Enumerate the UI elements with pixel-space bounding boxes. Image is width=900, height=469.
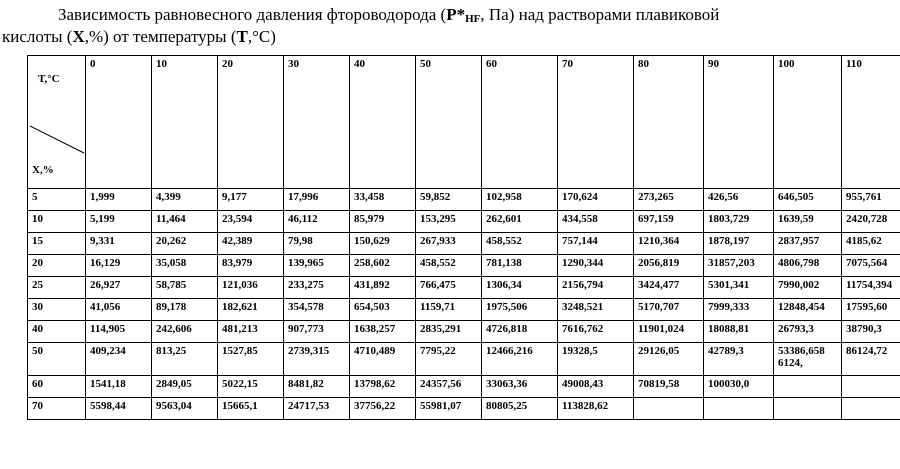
table-cell: 79,98 (284, 233, 350, 255)
table-cell: 41,056 (86, 299, 152, 321)
table-cell: 955,761 (842, 189, 900, 211)
table-cell: 481,213 (218, 321, 284, 343)
table-cell: 11901,024 (634, 321, 704, 343)
table-cell: 2849,05 (152, 376, 218, 398)
table-cell: 273,265 (634, 189, 704, 211)
table-cell: 1975,506 (482, 299, 558, 321)
table-cell: 80805,25 (482, 398, 558, 420)
table-cell: 7075,564 (842, 255, 900, 277)
table-cell: 26,927 (86, 277, 152, 299)
table-cell: 100030,0 (704, 376, 774, 398)
title-line-1 (58, 5, 719, 29)
table-cell: 2739,315 (284, 343, 350, 376)
table-cell: 85,979 (350, 211, 416, 233)
table-cell: 431,892 (350, 277, 416, 299)
table-cell: 59,852 (416, 189, 482, 211)
table-cell: 8481,82 (284, 376, 350, 398)
table-cell: 1638,257 (350, 321, 416, 343)
table-cell: 258,602 (350, 255, 416, 277)
table-cell: 4806,798 (774, 255, 842, 277)
table-cell: 1210,364 (634, 233, 704, 255)
header-row (28, 56, 900, 189)
table-cell: 58,785 (152, 277, 218, 299)
column-header: 50 (416, 56, 482, 189)
table-cell: 170,624 (558, 189, 634, 211)
table-cell: 19328,5 (558, 343, 634, 376)
row-header: 25 (28, 277, 86, 299)
title-text: ,°С) (247, 27, 276, 46)
table-cell: 55981,07 (416, 398, 482, 420)
table-cell: 182,621 (218, 299, 284, 321)
column-header: 80 (634, 56, 704, 189)
table-cell: 13798,62 (350, 376, 416, 398)
table-cell: 24357,56 (416, 376, 482, 398)
table-cell: 7795,22 (416, 343, 482, 376)
table-row (28, 343, 900, 376)
table-cell: 262,601 (482, 211, 558, 233)
table-cell: 646,505 (774, 189, 842, 211)
table-cell: 17595,60 (842, 299, 900, 321)
table-cell: 12466,216 (482, 343, 558, 376)
t-symbol: T (236, 27, 248, 46)
table-cell: 18088,81 (704, 321, 774, 343)
table-cell: 113828,62 (558, 398, 634, 420)
title-text: Зависимость равновесного давления фтороводорода ( (58, 5, 447, 24)
table-cell: 11754,394 (842, 277, 900, 299)
table-cell: 9563,04 (152, 398, 218, 420)
table-cell (634, 398, 704, 420)
table-cell: 434,558 (558, 211, 634, 233)
title-text: , Па) над растворами плавиковой (480, 5, 720, 24)
table-cell: 46,112 (284, 211, 350, 233)
table-cell: 766,475 (416, 277, 482, 299)
table-cell (842, 376, 900, 398)
table-row (28, 189, 900, 211)
table-cell: 53386,658 6124, (774, 343, 842, 376)
table-row (28, 255, 900, 277)
table-cell: 654,503 (350, 299, 416, 321)
table-cell: 907,773 (284, 321, 350, 343)
table-cell: 26793,3 (774, 321, 842, 343)
table-cell: 4,399 (152, 189, 218, 211)
table-cell: 29126,05 (634, 343, 704, 376)
table-cell: 781,138 (482, 255, 558, 277)
table-cell: 42,389 (218, 233, 284, 255)
row-header: 15 (28, 233, 86, 255)
table-cell: 35,058 (152, 255, 218, 277)
table-cell: 409,234 (86, 343, 152, 376)
table-cell: 89,178 (152, 299, 218, 321)
row-header: 20 (28, 255, 86, 277)
table-cell: 458,552 (416, 255, 482, 277)
table-cell: 33063,36 (482, 376, 558, 398)
column-header: 70 (558, 56, 634, 189)
table-cell: 9,331 (86, 233, 152, 255)
table-cell: 267,933 (416, 233, 482, 255)
table-cell: 2056,819 (634, 255, 704, 277)
table-row (28, 321, 900, 343)
pressure-table (27, 55, 900, 420)
table-cell: 24717,53 (284, 398, 350, 420)
table-cell: 49008,43 (558, 376, 634, 398)
table-cell: 5301,341 (704, 277, 774, 299)
table-cell: 4710,489 (350, 343, 416, 376)
table-row (28, 277, 900, 299)
table-cell (774, 398, 842, 420)
table-cell: 17,996 (284, 189, 350, 211)
table-cell: 1541,18 (86, 376, 152, 398)
table-cell: 5022,15 (218, 376, 284, 398)
table-cell: 813,25 (152, 343, 218, 376)
table-cell: 9,177 (218, 189, 284, 211)
table-cell: 5598,44 (86, 398, 152, 420)
table-cell: 233,275 (284, 277, 350, 299)
column-header: 100 (774, 56, 842, 189)
table-cell: 102,958 (482, 189, 558, 211)
column-header: 40 (350, 56, 416, 189)
table-row (28, 211, 900, 233)
table-cell (842, 398, 900, 420)
column-header: 30 (284, 56, 350, 189)
table-row (28, 398, 900, 420)
concentration-axis-label: X,% (32, 164, 54, 176)
table-cell: 70819,58 (634, 376, 704, 398)
table-cell: 1878,197 (704, 233, 774, 255)
x-symbol: X (72, 27, 85, 46)
row-header: 40 (28, 321, 86, 343)
table-cell: 1159,71 (416, 299, 482, 321)
table-cell: 83,979 (218, 255, 284, 277)
table-cell: 3248,521 (558, 299, 634, 321)
table-cell (774, 376, 842, 398)
row-header: 5 (28, 189, 86, 211)
p-subscript: HF (465, 13, 481, 25)
table-cell: 5170,707 (634, 299, 704, 321)
table-cell: 20,262 (152, 233, 218, 255)
table-cell: 242,606 (152, 321, 218, 343)
table-cell: 7990,002 (774, 277, 842, 299)
temperature-axis-label: T,°C (38, 73, 60, 85)
table-cell: 33,458 (350, 189, 416, 211)
table-cell: 1290,344 (558, 255, 634, 277)
table-cell: 5,199 (86, 211, 152, 233)
column-header: 60 (482, 56, 558, 189)
table-cell (704, 398, 774, 420)
table-cell: 3424,477 (634, 277, 704, 299)
row-header: 70 (28, 398, 86, 420)
table-cell: 86124,72 (842, 343, 900, 376)
table-cell: 15665,1 (218, 398, 284, 420)
table-cell: 2835,291 (416, 321, 482, 343)
row-header: 50 (28, 343, 86, 376)
table-cell: 1639,59 (774, 211, 842, 233)
table-cell: 1803,729 (704, 211, 774, 233)
table-cell: 1527,85 (218, 343, 284, 376)
column-header: 110 (842, 56, 900, 189)
table-cell: 42789,3 (704, 343, 774, 376)
table-row (28, 233, 900, 255)
table-cell: 1,999 (86, 189, 152, 211)
title-text: ,%) от температуры ( (84, 27, 237, 46)
table-cell: 31857,203 (704, 255, 774, 277)
table-cell: 23,594 (218, 211, 284, 233)
row-header: 60 (28, 376, 86, 398)
corner-cell (28, 56, 86, 189)
column-header: 20 (218, 56, 284, 189)
table-cell: 11,464 (152, 211, 218, 233)
table-cell: 7999,333 (704, 299, 774, 321)
table-cell: 354,578 (284, 299, 350, 321)
table-cell: 4726,818 (482, 321, 558, 343)
table-cell: 7616,762 (558, 321, 634, 343)
table-cell: 1306,34 (482, 277, 558, 299)
table-cell: 2420,728 (842, 211, 900, 233)
table-cell: 426,56 (704, 189, 774, 211)
p-symbol: P* (446, 5, 466, 24)
table-row (28, 376, 900, 398)
table-cell: 4185,62 (842, 233, 900, 255)
column-header: 90 (704, 56, 774, 189)
table-cell: 757,144 (558, 233, 634, 255)
table-cell: 697,159 (634, 211, 704, 233)
title-line-2 (2, 27, 276, 47)
column-header: 0 (86, 56, 152, 189)
row-header: 10 (28, 211, 86, 233)
table-row (28, 299, 900, 321)
table-cell: 37756,22 (350, 398, 416, 420)
table-cell: 121,036 (218, 277, 284, 299)
table-cell: 2837,957 (774, 233, 842, 255)
table-cell: 150,629 (350, 233, 416, 255)
row-header: 30 (28, 299, 86, 321)
table-cell: 16,129 (86, 255, 152, 277)
table-cell: 12848,454 (774, 299, 842, 321)
table-cell: 153,295 (416, 211, 482, 233)
table-cell: 38790,3 (842, 321, 900, 343)
table-cell: 2156,794 (558, 277, 634, 299)
table-cell: 114,905 (86, 321, 152, 343)
column-header: 10 (152, 56, 218, 189)
table-cell: 458,552 (482, 233, 558, 255)
table-cell: 139,965 (284, 255, 350, 277)
title-text: кислоты ( (2, 27, 73, 46)
